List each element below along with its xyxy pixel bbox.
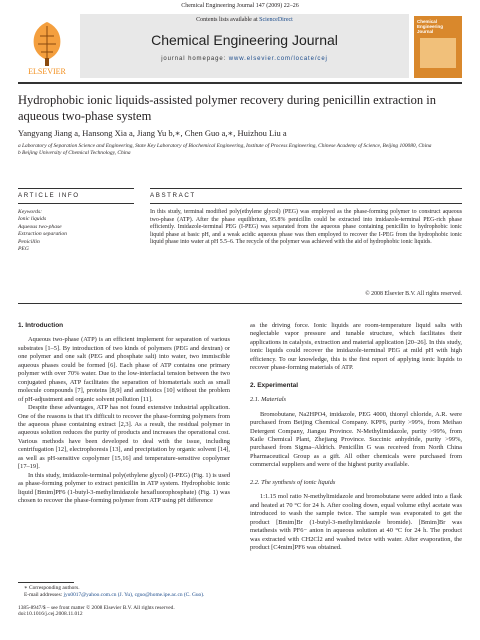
author-list: Yangyang Jiang a, Hansong Xia a, Jiang Yu b,∗, Chen Guo a,∗, Huizhou Liu a [18, 128, 287, 138]
keyword-item: Aqueous two-phase [18, 223, 62, 230]
cover-title: Chemical Engineering Journal [417, 19, 444, 34]
abstract-copyright: © 2008 Elsevier B.V. All rights reserved. [365, 291, 462, 297]
doi-line[interactable]: doi:10.1016/j.cej.2008.11.012 [18, 611, 83, 618]
left-column [18, 322, 230, 506]
article-info-heading: ARTICLE INFO [18, 192, 80, 199]
materials-paragraph: Bromobutane, Na2HPO4, imidazole, PEG 4000, thionyl chloride, A.R. were purchased from Beijing Chemical Company. KPF6, purity >99%, from Meihao Detergent Company, Jiangsu Province. N-Methylimidazole, purity >99%, from Kaile Chemical Plant, Zhejiang Province. Succinic anhydride, purity >99%, purchased from Sigma–Aldrich. Penicillin G was received from North China Pharmaceutical Group as a gift. All other chemicals were purchased from commercial suppliers and were of the highest purity available. [250, 410, 462, 469]
keyword-item: Extraction separation [18, 231, 67, 238]
issn-line: 1385-8947/$ – see front matter © 2008 Elsevier B.V. All rights reserved. [18, 604, 175, 611]
email-links[interactable]: jyu0017@yahoo.com.cn (J. Yu), cguo@home.ipe.ac.cn (C. Guo). [63, 591, 205, 598]
affiliation-a: a Laboratory of Separation Science and Engineering, State Key Laboratory of Biochemical Engineering, Institute of Process Engineering, Chinese Academy of Science, Beijing 100080, China [18, 143, 432, 149]
affiliations [18, 143, 462, 157]
experimental-heading: 2. Experimental [250, 381, 299, 389]
keyword-item: PEG [18, 246, 29, 253]
journal-banner [18, 14, 462, 86]
journal-homepage: journal homepage: www.elsevier.com/locate/cej [161, 56, 328, 62]
elsevier-logo [18, 16, 76, 76]
footnotes [18, 585, 230, 618]
running-head: Chemical Engineering Journal 147 (2009) 22–26 [181, 3, 299, 9]
journal-cover-thumbnail [414, 16, 462, 78]
article-title: Hydrophobic ionic liquids-assisted polymer recovery during penicillin extraction in aqueous two-phase system [18, 93, 436, 123]
abstract-text: In this study, terminal modified poly(ethylene glycol) (PEG) was employed as the phase-forming polymer to construct aqueous two-phase (ATP). After the phase equilibrium, 95.8% penicillin could be extracted into imidazole-terminal PEG-rich phase efficiently. Imidazole-terminal PEG (I-PEG) was separated from the aqueous phase containing penicillin to hydrophobic ionic liquid phase at basic pH, and a weak acidic aqueous phase was then employed to recover the I-PEG from the hydrophobic ionic liquid phase into water at pH 5.5–6. The recycle of the polymer was achieved with the aid of hydrophobic ionic liquids. [150, 209, 462, 246]
footnote-rule [18, 582, 74, 583]
svg-text:ELSEVIER: ELSEVIER [28, 67, 66, 76]
intro-paragraph-2: Despite these advantages, ATP has not found extensive industrial application. One of the reasons is that it's difficult to recover the phase-forming polymers from the aqueous phase containing extract [2,3]. As a result, the residual polymer in aqueous solution reduces the purity of products and increases the operational cost. Various methods have been developed to deal with the issue, including centrifugation [12], electrophoresis [13], and precipitation by organic solvent [14], as well as pH-sensitive copolymer [15,16] and temperature-sensitive copolymer [17–19]. [18, 404, 230, 471]
keywords-label: Keywords: [18, 209, 43, 215]
abstract-heading: ABSTRACT [150, 192, 196, 199]
right-column [250, 322, 462, 552]
intro-paragraph-3: In this study, imidazole-terminal poly(ethylene glycol) (I-PEG) (Fig. 1) is used as phase-forming polymer to extract penicillin in ATP system. Hydrophobic ionic liquid [Bmim]PF6 (1-butyl-3-methylimidazole hexafluorophosphate) (Fig. 1) was chosen to recover the phase-forming polymer from ATP using pH difference [18, 471, 230, 505]
article-info-rule-top [18, 188, 134, 189]
abstract-bottom-rule [18, 303, 462, 304]
keywords-block [18, 209, 128, 253]
sciencedirect-link[interactable]: ScienceDirect [259, 17, 293, 23]
homepage-link[interactable]: www.elsevier.com/locate/cej [228, 56, 328, 62]
cover-image [420, 38, 456, 68]
synthesis-heading: 2.2. The synthesis of ionic liquids [250, 478, 336, 486]
contents-line: Contents lists available at ScienceDirect [196, 17, 293, 23]
intro-paragraph-1: Aqueous two-phase (ATP) is an efficient implement for separation of various substrates [1–5]. By introduction of two kinds of polymers (PEG and dextran) or one polymer and one salt (PEG and phosphate salt) into water, two immiscible aqueous phases could be formed [6]. Each phase of ATP contains one primary polymer with over 70% water. Due to the low-interfacial tension between the two conjugated phases, ATP facilitates the separation of biomaterials such as small molecule compounds [7], proteins [8,9] and antibiotics [10] without the problem of pH-adjustment and organic solvent pollution [11]. [18, 336, 230, 403]
article-info-rule [18, 203, 134, 204]
right-paragraph-1: as the driving force. Ionic liquids are room-temperature liquid salts with neglectable vapor pressure and tunable structure, which facilitates their applications in catalysis, extraction and material application [20–26]. In this study, ionic liquids could recover the imidazole-terminal PEG at mild pH with high efficiency. To our knowledge, this is the first report of applying ionic liquids to recover phase-forming materials of ATP. [250, 322, 462, 372]
introduction-heading: 1. Introduction [18, 322, 64, 329]
journal-title: Chemical Engineering Journal [151, 32, 338, 48]
keyword-item: Penicillin [18, 238, 40, 245]
materials-heading: 2.1. Materials [250, 396, 287, 404]
keyword-item: Ionic liquids [18, 216, 47, 223]
banner-divider [18, 82, 462, 84]
synthesis-paragraph: 1:1.15 mol ratio N-methylimidazole and bromobutane were added into a flask and heated at 70 °C for 24 h. After cooling down, equal volume ethyl acetate was introduced to wash the sample twice. The sample was evaporated to get the product [Bmim]Br (1-butyl-3-methylimidazole bromide). [Bmim]Br was metathesis with PF6− anion in aqueous solution at 40 °C for 24 h. The product was extracted with CH2Cl2 and washed twice with water. After evaporation, the product [C4mim]PF6 was obtained. [250, 493, 462, 551]
affiliation-b: b Beijing University of Chemical Technology, China [18, 150, 131, 156]
abstract-rule [150, 203, 462, 204]
footnote-emails: E-mail addresses: jyu0017@yahoo.com.cn (J. Yu), cguo@home.ipe.ac.cn (C. Guo). [24, 591, 205, 598]
footnote-corresponding: ∗ Corresponding authors. [24, 585, 80, 591]
abstract-rule-top [150, 188, 462, 189]
